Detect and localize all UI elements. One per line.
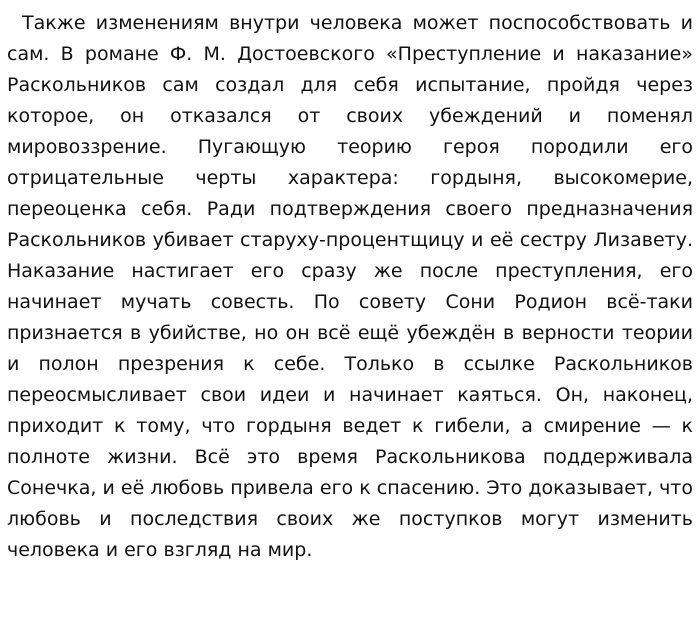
document-page [7,8,693,566]
essay-paragraph: Также изменениям внутри человека может поспособствовать и сам. В романе Ф. М. Достоевского «Преступление и наказание» Раскольников сам создал для себя испытание, пройдя через которое, он отказался от своих убеждений и поменял мировоззрение. Пугающую теорию героя породили его отрицательные черты характера: гордыня, высокомерие, переоценка себя. Ради подтверждения своего предназначения Раскольников убивает старуху-процентщицу и её сестру Лизавету. Наказание настигает его сразу же после преступления, его начинает мучать совесть. По совету Сони Родион всё-таки признается в убийстве, но он всё ещё убеждён в верности теории и полон презрения к себе. Только в ссылке Раскольников переосмысливает свои идеи и начинает каяться. Он, наконец, приходит к тому, что гордыня ведет к гибели, а смирение — к полноте жизни. Всё это время Раскольникова поддерживала Сонечка, и её любовь привела его к спасению. Это доказывает, что любовь и последствия своих же поступков могут изменить человека и его взгляд на мир. [7,12,693,561]
